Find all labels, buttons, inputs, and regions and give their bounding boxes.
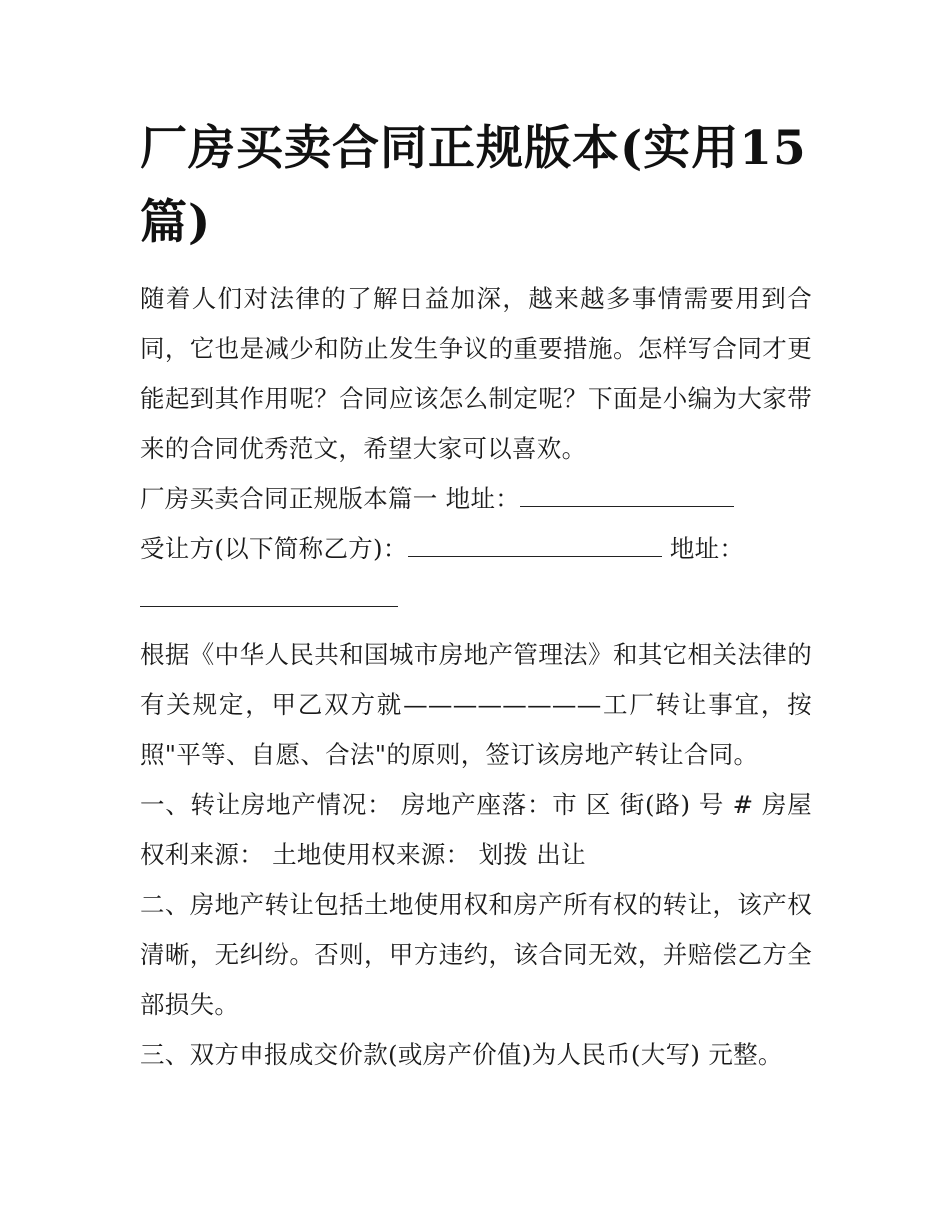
address-blank-line bbox=[140, 574, 812, 624]
section-header-line bbox=[140, 474, 812, 524]
transferee-line bbox=[140, 524, 812, 574]
document-title: 厂房买卖合同正规版本(实用15篇) bbox=[140, 121, 807, 250]
address-label: 地址： bbox=[669, 534, 745, 563]
section-header: 厂房买卖合同正规版本篇一 地址： bbox=[140, 484, 521, 513]
address-blank bbox=[520, 486, 734, 507]
document-body bbox=[140, 112, 812, 1080]
clause-2: 二、房地产转让包括土地使用权和房产所有权的转让，该产权清晰，无纠纷。否则，甲方违约，该合同无效，并赔偿乙方全部损失。 bbox=[140, 890, 812, 1019]
intro-paragraph: 随着人们对法律的了解日益加深，越来越多事情需要用到合同，它也是减少和防止发生争议的重要措施。怎样写合同才更能起到其作用呢？合同应该怎么制定呢？下面是小编为大家带来的合同优秀范文，希望大家可以喜欢。 bbox=[140, 284, 812, 463]
clause-1: 一、转让房地产情况： 房地产座落：市 区 街(路) 号 # 房屋权利来源： 土地使用权来源： 划拨 出让 bbox=[140, 790, 812, 869]
clause-3: 三、双方申报成交价款(或房产价值)为人民币(大写) 元整。 bbox=[140, 1040, 783, 1069]
transferee-blank bbox=[408, 536, 662, 557]
transferee-label: 受让方(以下简称乙方)： bbox=[140, 534, 408, 563]
law-paragraph: 根据《中华人民共和国城市房地产管理法》和其它相关法律的有关规定，甲乙双方就————————工厂转让事宜，按照"平等、自愿、合法"的原则，签订该房地产转让合同。 bbox=[140, 640, 812, 769]
transferee-address-blank bbox=[140, 586, 398, 607]
